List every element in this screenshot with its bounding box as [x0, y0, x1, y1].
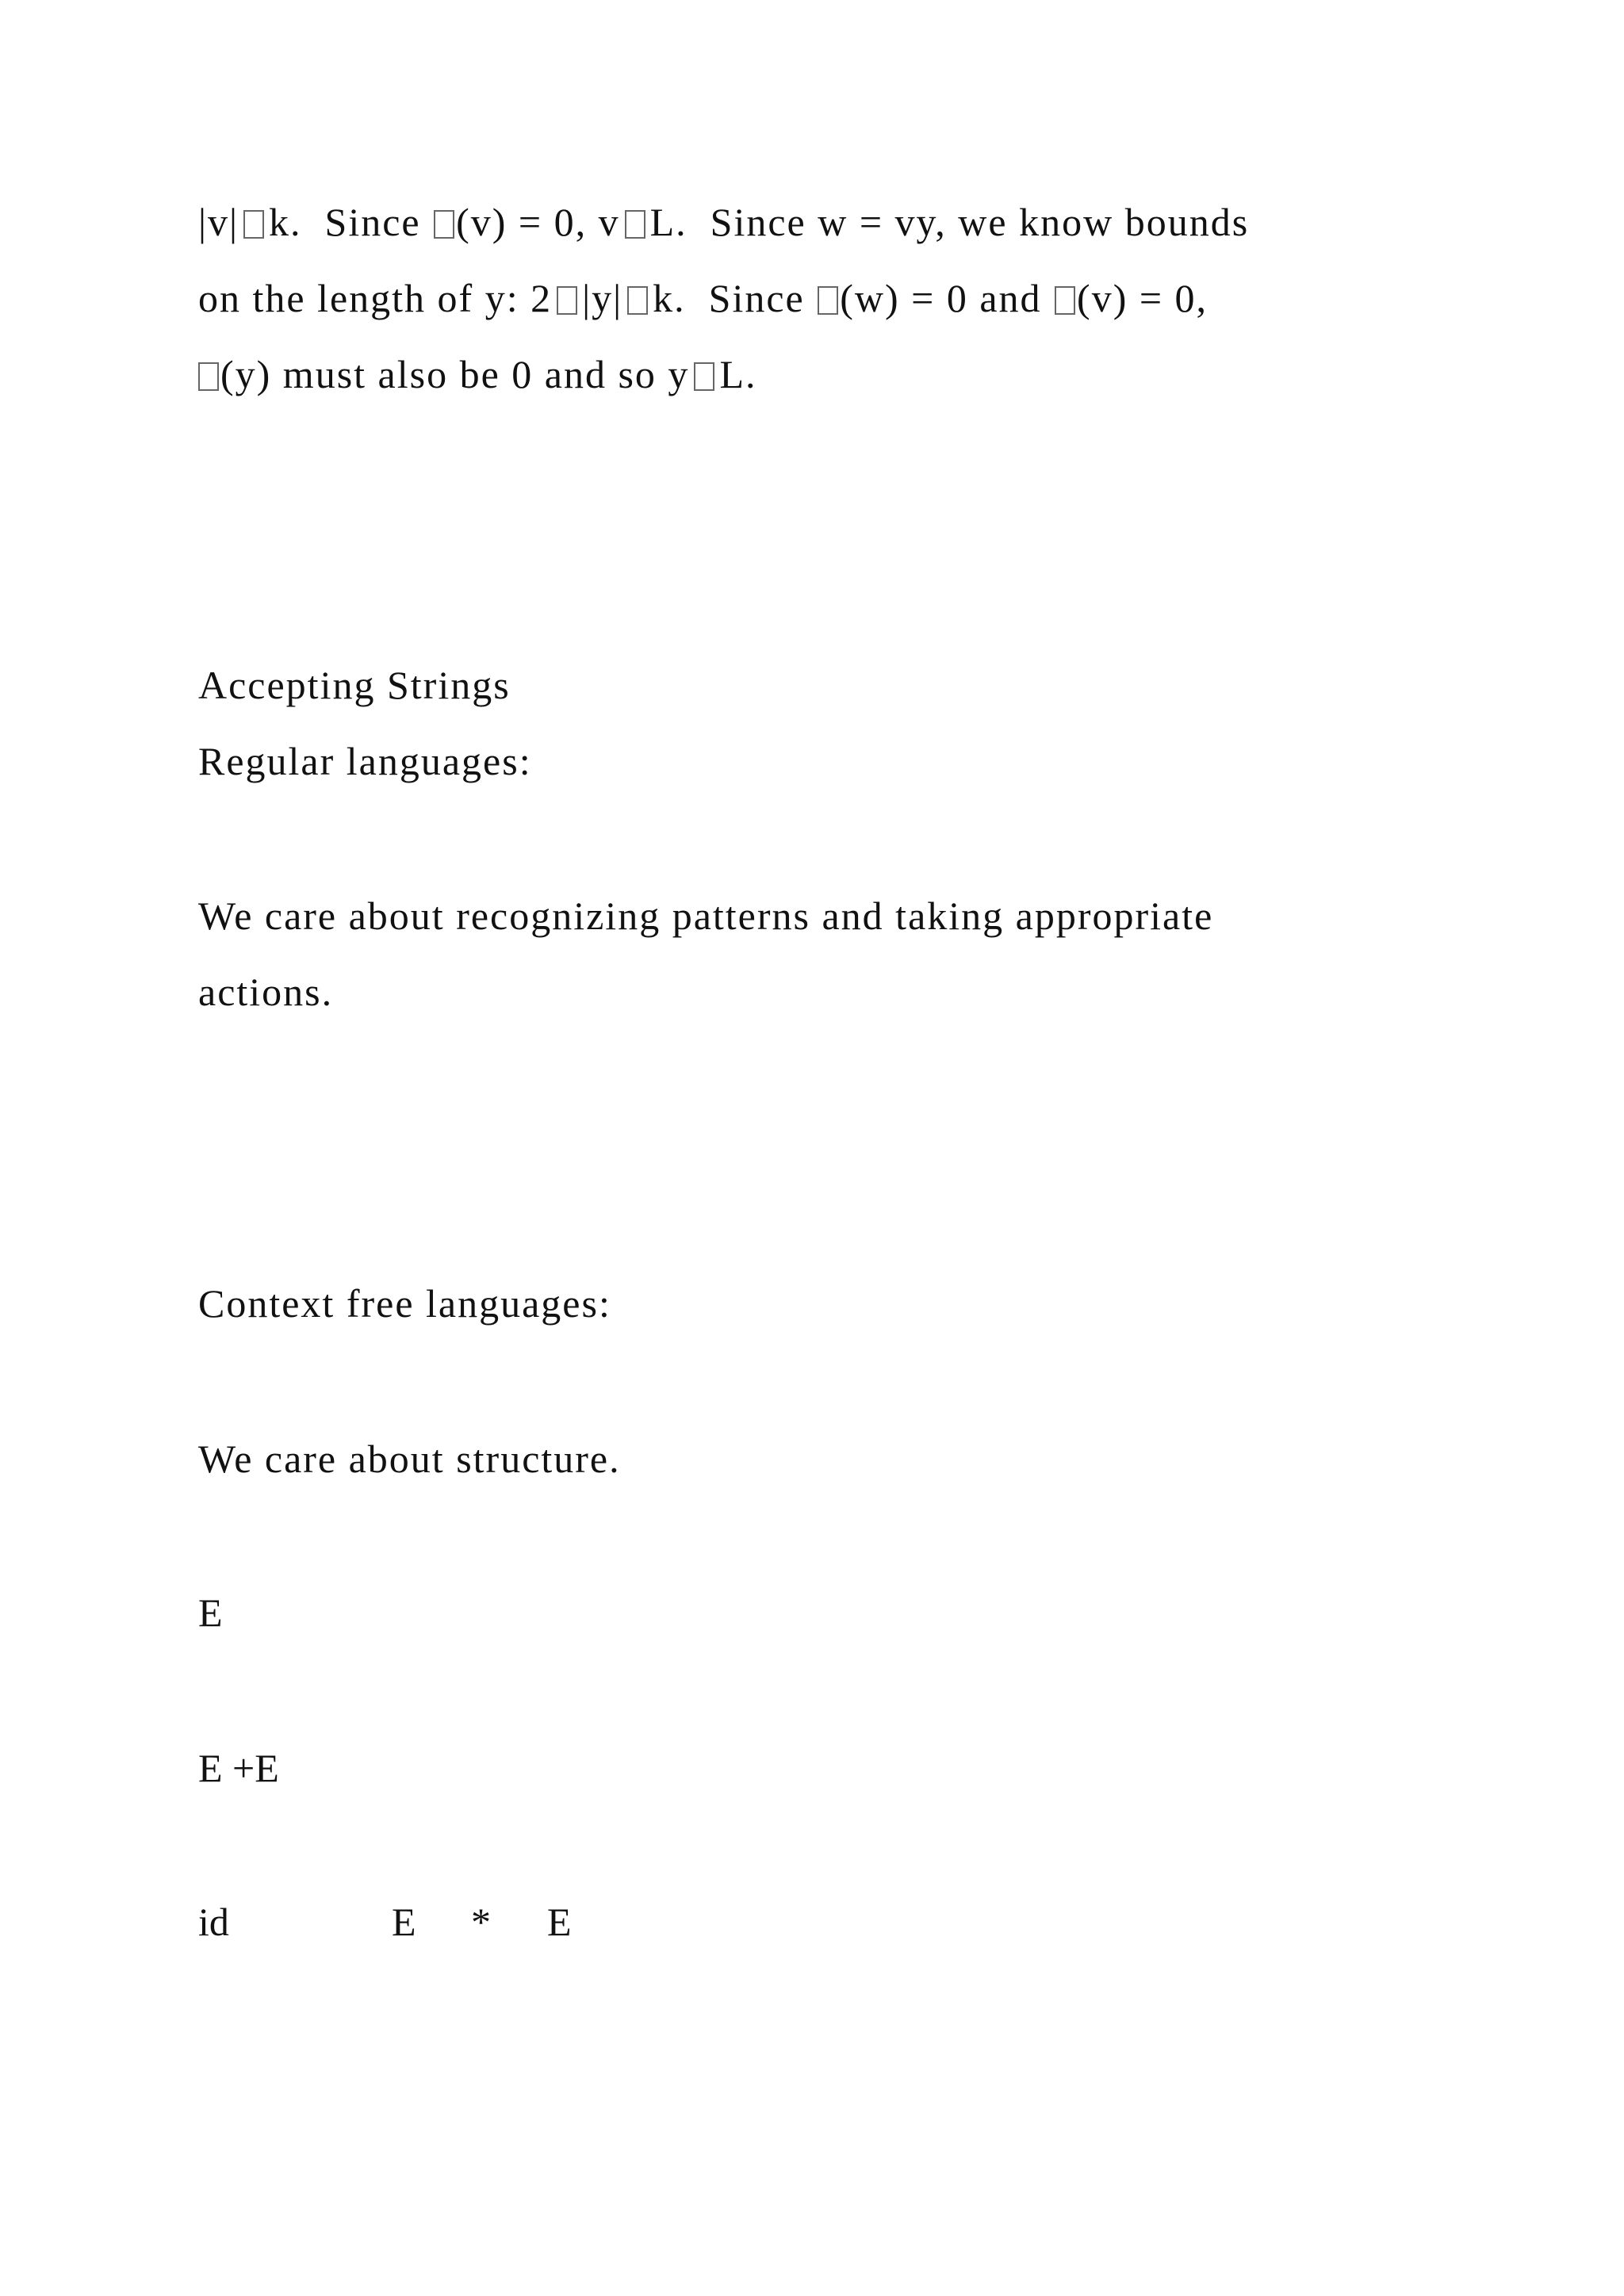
parse-tree-e-right: E — [547, 1900, 572, 1944]
missing-glyph-icon — [434, 210, 454, 239]
heading-context-free-languages: Context free languages: — [198, 1281, 611, 1326]
regular-text-line-2: actions. — [198, 970, 334, 1014]
parse-tree-operator: * — [471, 1900, 491, 1944]
paragraph-line-3 — [198, 350, 756, 398]
text-fragment: (v) = 0, v — [456, 200, 620, 244]
text-fragment: (w) = 0 and — [840, 276, 1042, 320]
text-fragment: k. Since — [269, 200, 421, 244]
missing-glyph-icon — [557, 286, 577, 315]
heading-accepting-strings: Accepting Strings — [198, 663, 511, 707]
missing-glyph-icon — [1055, 286, 1075, 315]
text-fragment: L. — [719, 352, 757, 396]
context-free-text: We care about structure. — [198, 1437, 621, 1481]
text-fragment: (v) = 0, — [1077, 276, 1208, 320]
heading-regular-languages: Regular languages: — [198, 739, 532, 783]
missing-glyph-icon — [694, 362, 714, 391]
text-fragment: L. Since w = vy, we know bounds — [649, 200, 1250, 244]
missing-glyph-icon — [818, 286, 838, 315]
parse-tree-level-1: E +E — [198, 1746, 279, 1790]
text-fragment: |v| — [198, 200, 239, 244]
parse-tree-id: id — [198, 1900, 229, 1944]
missing-glyph-icon — [627, 286, 648, 315]
parse-tree-root: E — [198, 1590, 223, 1635]
missing-glyph-icon — [625, 210, 645, 239]
paragraph-line-2 — [198, 274, 1208, 322]
text-fragment: (y) must also be 0 and so y — [220, 352, 690, 396]
paragraph-line-1 — [198, 198, 1249, 246]
text-fragment: k. Since — [653, 276, 805, 320]
missing-glyph-icon — [198, 362, 219, 391]
parse-tree-e-left: E — [392, 1900, 416, 1944]
missing-glyph-icon — [243, 210, 264, 239]
text-fragment: on the length of y: 2 — [198, 276, 553, 320]
text-fragment: |y| — [582, 276, 623, 320]
regular-text-line-1: We care about recognizing patterns and taking appropriate — [198, 894, 1214, 938]
